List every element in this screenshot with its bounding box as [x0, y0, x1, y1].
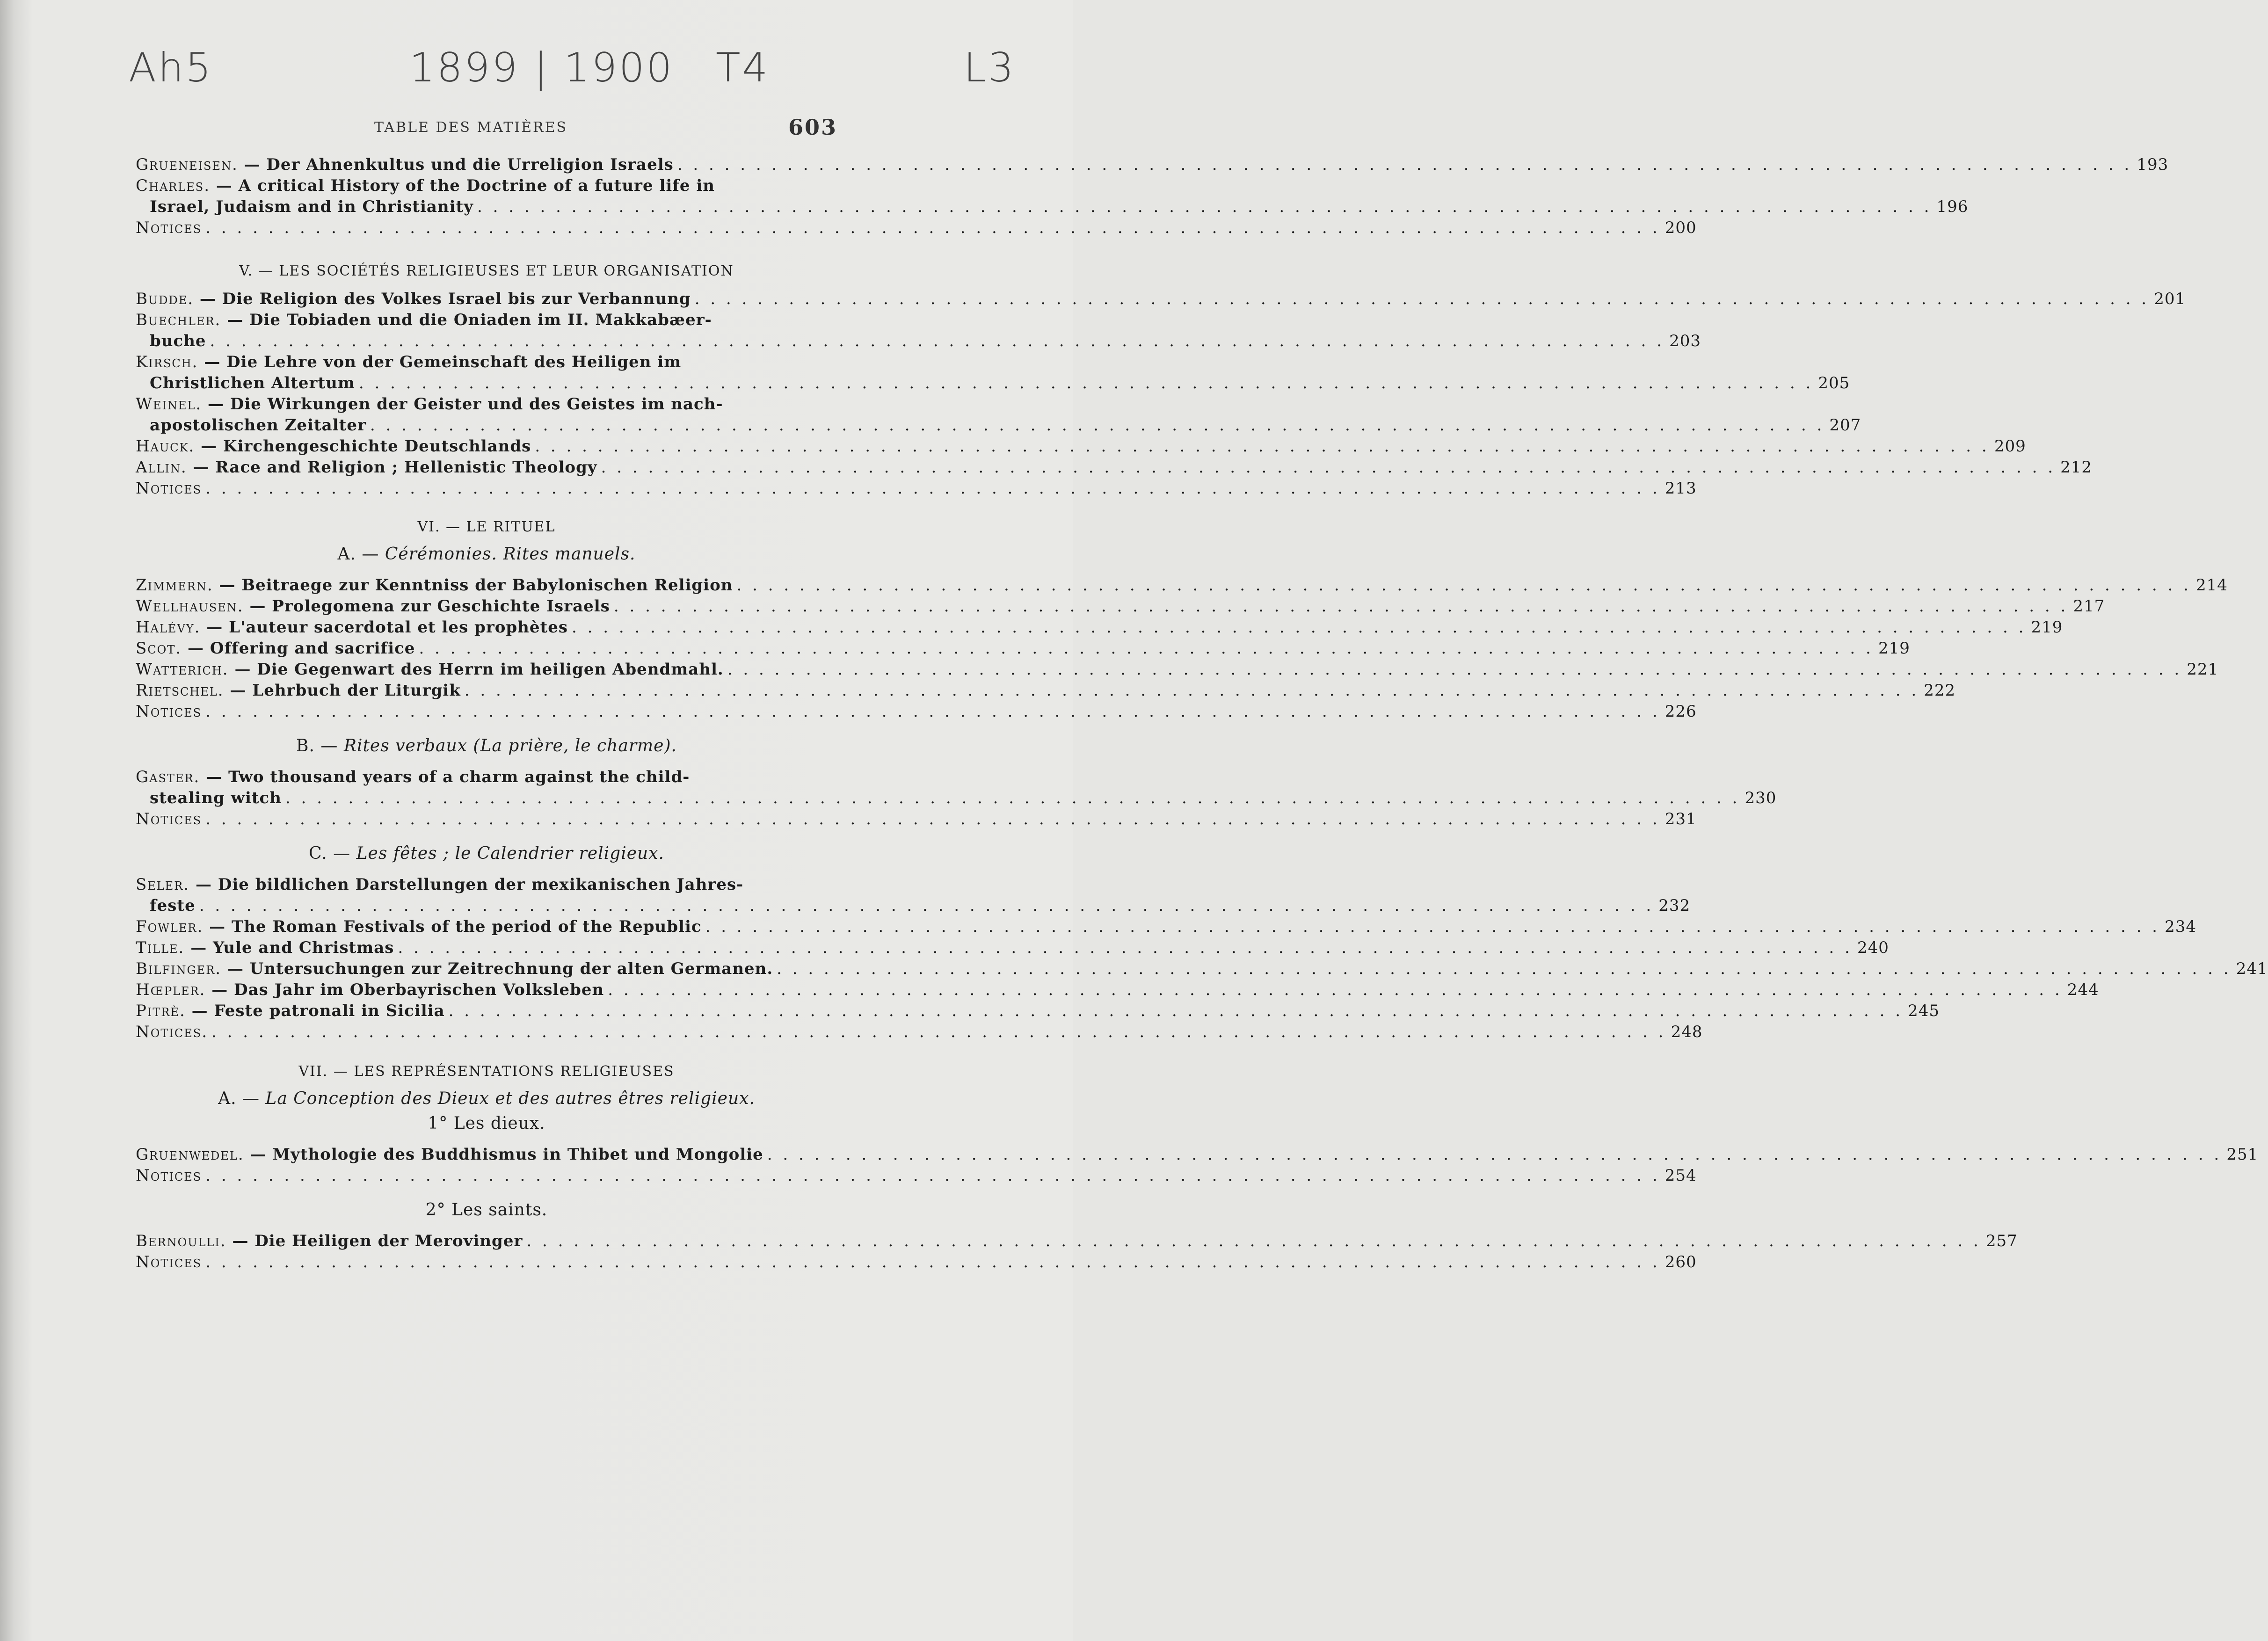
- toc-entry: [136, 436, 2026, 457]
- entry-author: Halévy.: [136, 618, 201, 637]
- entry-page: 257: [1985, 1232, 2018, 1250]
- entry-title: — Die Tobiaden und die Oniaden im II. Makkabæer-: [221, 311, 712, 329]
- entry-title-continued: Israel, Judaism and in Christianity: [150, 197, 474, 216]
- entry-page: 209: [1994, 437, 2026, 456]
- toc-entry: [136, 958, 2268, 980]
- toc-entry: [136, 701, 1697, 722]
- toc-entry: [136, 310, 837, 331]
- subsection-heading: A. — La Conception des Dieux et des autres êtres religieux.: [218, 1089, 755, 1108]
- toc-entry-continuation: [136, 331, 1701, 352]
- handwritten-note-mid: T4: [716, 44, 770, 91]
- entry-author: Rietschel.: [136, 681, 224, 700]
- entry-page: 213: [1665, 479, 1697, 498]
- section-heading: VI. — LE RITUEL: [417, 519, 556, 535]
- toc-entry: [136, 394, 837, 415]
- toc-entry: [136, 638, 1910, 659]
- entry-author: Gaster.: [136, 768, 200, 786]
- entry-title: — Prolegomena zur Geschichte Israels: [243, 597, 610, 616]
- entry-author: Charles.: [136, 176, 211, 195]
- entry-title: — Die Gegenwart des Herrn im heiligen Abendmahl.: [228, 660, 724, 679]
- entry-page: 196: [1936, 197, 1969, 216]
- entry-author: Bernoulli.: [136, 1232, 226, 1250]
- handwritten-note-right: L3: [964, 44, 1016, 91]
- section-heading: V. — LES SOCIÉTÉS RELIGIEUSES ET LEUR ORGANISATION: [239, 263, 734, 279]
- toc-entry: [136, 659, 2219, 680]
- entry-author: Zimmern.: [136, 576, 213, 595]
- entry-page: 260: [1665, 1253, 1697, 1271]
- entry-page: 214: [2196, 576, 2228, 595]
- entry-page: 251: [2226, 1145, 2259, 1164]
- toc-entry: [136, 478, 1697, 499]
- entry-title: — Die Wirkungen der Geister und des Geistes im nach-: [202, 395, 723, 414]
- toc-entry: [136, 575, 2228, 596]
- entry-page: 234: [2165, 917, 2196, 936]
- entry-title: — Beitraege zur Kenntniss der Babylonischen Religion: [213, 576, 733, 595]
- toc-entry: [136, 937, 1889, 958]
- entry-author: Notices: [136, 479, 202, 498]
- toc-entry: [136, 1022, 1703, 1043]
- table-of-contents: [136, 154, 2268, 1273]
- entry-page: 230: [1745, 789, 1777, 807]
- toc-entry-continuation: [136, 415, 1861, 436]
- entry-page: 219: [1878, 639, 1910, 658]
- toc-entry: [136, 617, 2063, 638]
- entry-page: 232: [1658, 896, 1691, 915]
- entry-title: — The Roman Festivals of the period of the Republic: [203, 917, 702, 936]
- entry-author: Notices: [136, 218, 202, 237]
- entry-page: 203: [1669, 332, 1701, 350]
- entry-page: 222: [1924, 681, 1956, 700]
- entry-title: — Die bildlichen Darstellungen der mexikanischen Jahres-: [189, 875, 744, 894]
- toc-entry-continuation: [136, 895, 1691, 916]
- toc-entry: [136, 457, 2093, 478]
- toc-entry: [136, 980, 2099, 1001]
- subsection-heading: B. — Rites verbaux (La prière, le charme).: [296, 736, 677, 755]
- entry-page: 240: [1857, 938, 1889, 957]
- entry-author: Hauck.: [136, 437, 195, 456]
- entry-author: Grueneisen.: [136, 155, 238, 174]
- entry-author: Notices: [136, 1166, 202, 1185]
- entry-page: 207: [1829, 416, 1861, 435]
- entry-page: 212: [2060, 458, 2093, 477]
- entry-author: Pitrè.: [136, 1002, 186, 1020]
- entry-author: Seler.: [136, 875, 190, 894]
- entry-page: 241: [2236, 959, 2268, 978]
- entry-title: — L'auteur sacerdotal et les prophètes: [200, 618, 568, 637]
- entry-author: Notices: [136, 702, 202, 721]
- entry-author: Wellhausen.: [136, 597, 244, 616]
- entry-page: 217: [2073, 597, 2105, 616]
- toc-entry: [136, 1252, 1697, 1273]
- section-heading: VII. — LES REPRÉSENTATIONS RELIGIEUSES: [298, 1063, 675, 1080]
- entry-title: — Two thousand years of a charm against the child-: [200, 768, 690, 786]
- toc-entry: [136, 175, 837, 196]
- entry-author: Scot.: [136, 639, 182, 658]
- entry-title: — Lehrbuch der Liturgik: [224, 681, 461, 700]
- entry-author: Watterich.: [136, 660, 229, 679]
- entry-page: 245: [1908, 1002, 1940, 1020]
- entry-title: — Das Jahr im Oberbayrischen Volksleben: [205, 980, 604, 999]
- entry-page: 248: [1671, 1023, 1703, 1041]
- entry-title: — Kirchengeschichte Deutschlands: [195, 437, 531, 456]
- entry-page: 221: [2187, 660, 2219, 679]
- toc-entry: [136, 1165, 1697, 1186]
- subsection-heading: C. — Les fêtes ; le Calendrier religieux.: [309, 844, 664, 863]
- subsection-heading: A. — Cérémonies. Rites manuels.: [337, 545, 636, 564]
- entry-title: — A critical History of the Doctrine of a future life in: [210, 176, 715, 195]
- entry-title: — Untersuchungen zur Zeitrechnung der alten Germanen.: [221, 959, 773, 978]
- entry-page: 254: [1665, 1166, 1697, 1185]
- toc-entry: [136, 809, 1697, 830]
- part-heading: 1° Les dieux.: [428, 1114, 545, 1133]
- handwritten-note-left: Ah5: [129, 44, 213, 91]
- entry-page: 205: [1818, 374, 1850, 392]
- entry-title-continued: stealing witch: [150, 789, 282, 807]
- entry-author: Allin.: [136, 458, 187, 477]
- entry-author: Kirsch.: [136, 353, 198, 371]
- entry-author: Notices: [136, 1253, 202, 1271]
- entry-title: — Race and Religion ; Hellenistic Theology: [187, 458, 597, 477]
- toc-entry: [136, 596, 2105, 617]
- entry-author: Notices: [136, 810, 202, 828]
- entry-title: — Offering and sacrifice: [182, 639, 415, 658]
- entry-page: 200: [1665, 218, 1697, 237]
- entry-page: 244: [2067, 980, 2099, 999]
- entry-author: Fowler.: [136, 917, 204, 936]
- entry-author: Weinel.: [136, 395, 202, 414]
- entry-page: 219: [2031, 618, 2063, 637]
- entry-page: 226: [1665, 702, 1697, 721]
- toc-entry: [136, 1144, 2259, 1165]
- entry-title: — Feste patronali in Sicilia: [185, 1002, 445, 1020]
- entry-page: 193: [2137, 155, 2169, 174]
- toc-entry: [136, 218, 1697, 239]
- toc-entry: [136, 289, 2186, 310]
- entry-title-continued: Christlichen Altertum: [150, 374, 355, 392]
- entry-title: — Yule and Christmas: [184, 938, 394, 957]
- entry-author: Hœpler.: [136, 980, 206, 999]
- entry-page: 201: [2154, 290, 2186, 308]
- entry-title: — Der Ahnenkultus und die Urreligion Israels: [238, 155, 674, 174]
- entry-title: — Die Heiligen der Merovinger: [226, 1232, 523, 1250]
- entry-title-continued: apostolischen Zeitalter: [150, 416, 366, 435]
- entry-author: Budde.: [136, 290, 194, 308]
- entry-title: — Die Lehre von der Gemeinschaft des Heiligen im: [198, 353, 682, 371]
- toc-entry: [136, 767, 837, 788]
- page-title: TABLE DES MATIÈRES: [374, 119, 568, 136]
- toc-entry: [136, 1231, 2018, 1252]
- entry-title: — Die Religion des Volkes Israel bis zur Verbannung: [194, 290, 691, 308]
- entry-title-continued: buche: [150, 332, 206, 350]
- part-heading: 2° Les saints.: [425, 1200, 548, 1220]
- entry-author: Buechler.: [136, 311, 221, 329]
- toc-entry: [136, 916, 2196, 937]
- toc-entry: [136, 352, 837, 373]
- handwritten-note-years: 1899 | 1900: [409, 44, 674, 91]
- toc-entry-continuation: [136, 788, 1777, 809]
- toc-entry-continuation: [136, 196, 1969, 218]
- toc-entry-continuation: [136, 373, 1850, 394]
- entry-title: — Mythologie des Buddhismus in Thibet und Mongolie: [244, 1145, 763, 1164]
- toc-entry: [136, 874, 837, 895]
- entry-author: Gruenwedel.: [136, 1145, 244, 1164]
- entry-author: Notices.: [136, 1023, 208, 1041]
- toc-entry: [136, 154, 2169, 175]
- entry-title-continued: feste: [150, 896, 196, 915]
- entry-page: 231: [1665, 810, 1697, 828]
- toc-entry: [136, 680, 1956, 701]
- entry-author: Tille.: [136, 938, 185, 957]
- toc-entry: [136, 1001, 1940, 1022]
- page-number: 603: [788, 115, 837, 140]
- entry-author: Bilfinger.: [136, 959, 222, 978]
